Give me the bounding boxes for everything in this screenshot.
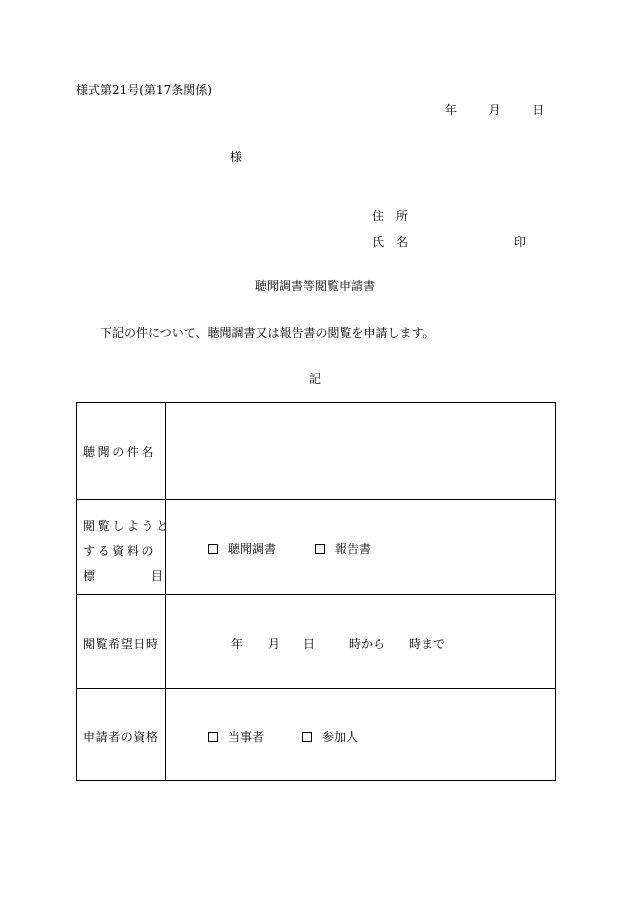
checkbox-icon[interactable]	[208, 732, 218, 742]
row3-label: 閲覧希望日時	[83, 637, 159, 651]
row2-label-line3a: 標	[83, 569, 98, 583]
ki-heading: 記	[308, 372, 321, 386]
date-year-label: 年	[445, 103, 458, 117]
datetime-year: 年	[231, 637, 244, 651]
date-line	[445, 104, 544, 116]
label-cell	[77, 595, 166, 688]
row2-label-line3b: 目	[151, 569, 166, 583]
addressee-suffix: 様	[230, 150, 243, 164]
row1-label: 聴聞の件名	[83, 445, 157, 459]
row-documents	[77, 499, 555, 594]
checkbox-icon[interactable]	[302, 732, 312, 742]
name-label: 氏 名	[372, 235, 409, 249]
label-cell	[77, 403, 166, 499]
label-cell	[77, 500, 171, 594]
date-day-label: 日	[532, 103, 545, 117]
option-hearing-record[interactable]	[208, 543, 276, 555]
date-month-label: 月	[488, 103, 501, 117]
checkbox-icon[interactable]	[208, 544, 218, 554]
datetime-day: 日	[303, 637, 316, 651]
hearing-subject-field[interactable]	[166, 403, 555, 499]
documents-field	[166, 500, 555, 594]
option-participant[interactable]	[302, 731, 358, 743]
option-report-label: 報告書	[335, 542, 372, 556]
row-applicant-status	[77, 688, 555, 780]
option-participant-label: 参加人	[322, 730, 359, 744]
datetime-to: 時まで	[409, 637, 446, 651]
row-hearing-subject	[77, 403, 555, 499]
datetime-month: 月	[268, 637, 281, 651]
row2-label-line1: 閲覧しようと	[83, 519, 171, 533]
checkbox-icon[interactable]	[315, 544, 325, 554]
document-title: 聴聞調書等閲覧申請書	[254, 279, 375, 293]
option-hearing-record-label: 聴聞調書	[228, 542, 277, 556]
seal-label: 印	[514, 235, 527, 249]
intro-text: 下記の件について、聴聞調書又は報告書の閲覧を申請します。	[100, 326, 435, 340]
form-number: 様式第21号(第17条関係)	[76, 83, 212, 97]
application-table	[76, 402, 556, 781]
option-party-label: 当事者	[228, 730, 265, 744]
option-report[interactable]	[315, 543, 371, 555]
label-cell	[77, 689, 166, 780]
datetime-from: 時から	[349, 637, 386, 651]
row-desired-datetime	[77, 594, 555, 688]
applicant-status-field	[166, 689, 555, 780]
row2-label-line2: する資料の	[83, 544, 157, 558]
desired-datetime-field[interactable]	[166, 595, 555, 688]
row4-label: 申請者の資格	[83, 730, 159, 744]
address-label: 住 所	[372, 209, 409, 223]
option-party[interactable]	[208, 731, 264, 743]
